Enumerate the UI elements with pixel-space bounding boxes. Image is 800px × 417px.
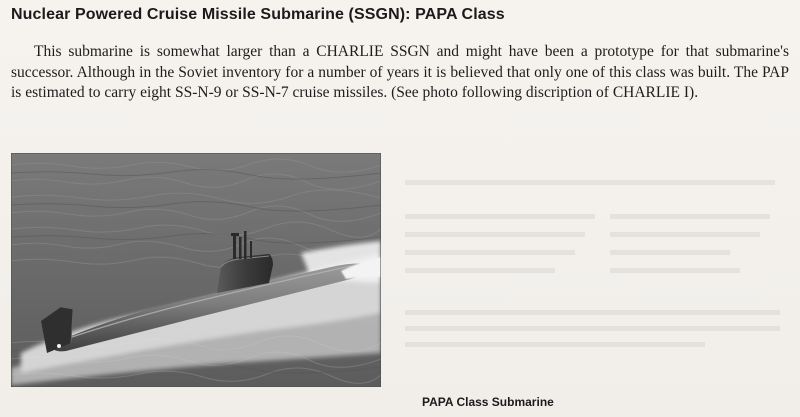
submarine-photo — [11, 153, 381, 387]
page-title: Nuclear Powered Cruise Missile Submarine (SSGN): PAPA Class — [11, 6, 505, 23]
show-through-texture — [395, 170, 790, 360]
body-paragraph: This submarine is somewhat larger than a CHARLIE SSGN and might have been a prototype for that submarine's successor. Although in the Soviet inventory for a number of years it is believed that only one of this class was built. The PAP is estimated to carry eight SS-N-9 or SS-N-7 cruise missiles. (See photo following discription of CHARLIE I). — [11, 43, 789, 101]
photo-caption: PAPA Class Submarine — [422, 395, 554, 409]
